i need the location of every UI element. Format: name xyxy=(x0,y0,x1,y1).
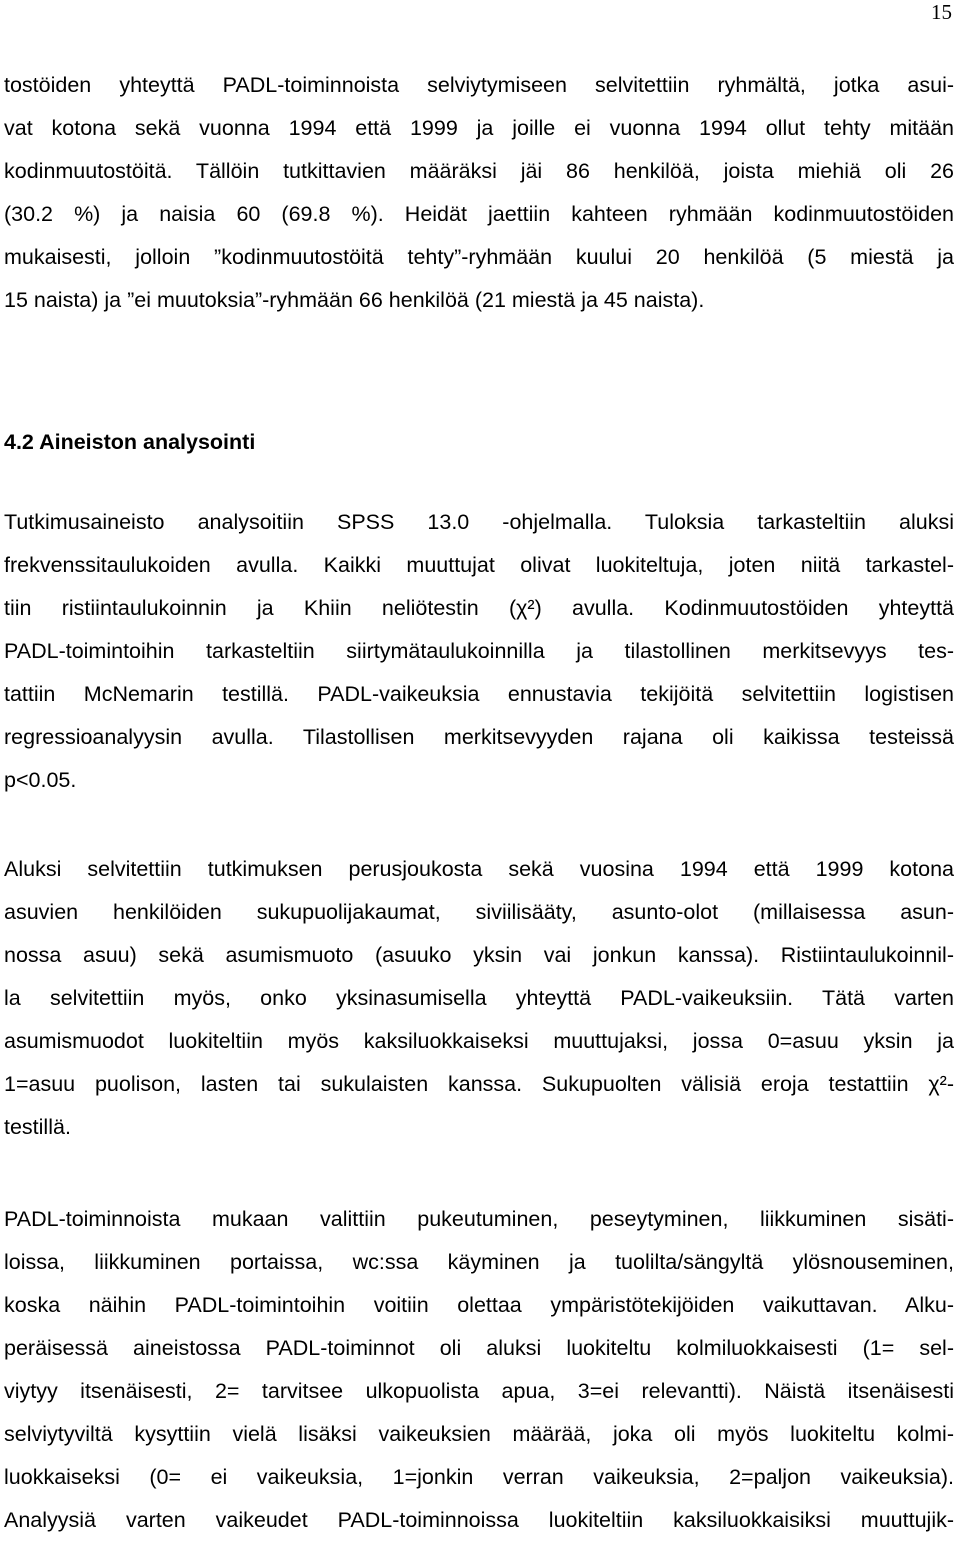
text-line: 1=asuu puolison, lasten tai sukulaisten kanssa. Sukupuolten välisiä eroja testattiin χ²- xyxy=(4,1072,954,1096)
text-line: asumismuodot luokiteltiin myös kaksiluokkaiseksi muuttujaksi, jossa 0=asuu yksin ja xyxy=(4,1029,954,1053)
text-line: la selvitettiin myös, onko yksinasumisella yhteyttä PADL-vaikeuksiin. Tätä varten xyxy=(4,986,954,1010)
text-line: asuvien henkilöiden sukupuolijakaumat, siviilisääty, asunto-olot (millaisessa asun- xyxy=(4,900,954,924)
text-line: Aluksi selvitettiin tutkimuksen perusjoukosta sekä vuosina 1994 että 1999 kotona xyxy=(4,857,954,881)
text-line: koska näihin PADL-toimintoihin voitiin olettaa ympäristötekijöiden vaikuttavan. Alku- xyxy=(4,1293,954,1317)
text-line: tattiin McNemarin testillä. PADL-vaikeuksia ennustavia tekijöitä selvitettiin logistisen xyxy=(4,682,954,706)
text-line: PADL-toiminnoista mukaan valittiin pukeutuminen, peseytyminen, liikkuminen sisäti- xyxy=(4,1207,954,1231)
section-heading: 4.2 Aineiston analysointi xyxy=(4,430,256,454)
text-line: viytyy itsenäisesti, 2= tarvitsee ulkopuolista apua, 3=ei relevantti). Näistä itsenäisesti xyxy=(4,1379,954,1403)
text-line: PADL-toimintoihin tarkasteltiin siirtymätaulukoinnilla ja tilastollinen merkitsevyys tes- xyxy=(4,639,954,663)
text-line: nossa asuu) sekä asumismuoto (asuuko yksin vai jonkun kanssa). Ristiintaulukoinnil- xyxy=(4,943,954,967)
page-number: 15 xyxy=(931,0,952,24)
text-line: p<0.05. xyxy=(4,768,77,792)
text-line: testillä. xyxy=(4,1115,71,1139)
text-line: loissa, liikkuminen portaissa, wc:ssa käyminen ja tuolilta/sängyltä ylösnouseminen, xyxy=(4,1250,954,1274)
text-line: tiin ristiintaulukoinnin ja Khiin neliötestin (χ²) avulla. Kodinmuutostöiden yhteyttä xyxy=(4,596,954,620)
text-line: tostöiden yhteyttä PADL-toiminnoista selviytymiseen selvitettiin ryhmältä, jotka asui- xyxy=(4,73,954,97)
text-line: regressioanalyysin avulla. Tilastollisen merkitsevyyden rajana oli kaikissa testeissä xyxy=(4,725,954,749)
text-line: selviytyviltä kysyttiin vielä lisäksi vaikeuksien määrää, joka oli myös luokiteltu kolmi- xyxy=(4,1422,954,1446)
text-line: frekvenssitaulukoiden avulla. Kaikki muuttujat olivat luokiteltuja, joten niitä tarkastel- xyxy=(4,553,954,577)
text-line: Tutkimusaineisto analysoitiin SPSS 13.0 -ohjelmalla. Tuloksia tarkasteltiin aluksi xyxy=(4,510,954,534)
text-line: kodinmuutostöitä. Tällöin tutkittavien määräksi jäi 86 henkilöä, joista miehiä oli 26 xyxy=(4,159,954,183)
text-line: mukaisesti, jolloin ”kodinmuutostöitä tehty”-ryhmään kuului 20 henkilöä (5 miestä ja xyxy=(4,245,954,269)
text-line: (30.2 %) ja naisia 60 (69.8 %). Heidät jaettiin kahteen ryhmään kodinmuutostöiden xyxy=(4,202,954,226)
text-line: Analyysiä varten vaikeudet PADL-toiminnoissa luokiteltiin kaksiluokkaisiksi muuttujik- xyxy=(4,1508,954,1532)
text-line: 15 naista) ja ”ei muutoksia”-ryhmään 66 henkilöä (21 miestä ja 45 naista). xyxy=(4,288,705,312)
text-line: vat kotona sekä vuonna 1994 että 1999 ja joille ei vuonna 1994 ollut tehty mitään xyxy=(4,116,954,140)
text-line: luokkaiseksi (0= ei vaikeuksia, 1=jonkin verran vaikeuksia, 2=paljon vaikeuksia). xyxy=(4,1465,954,1489)
text-line: peräisessä aineistossa PADL-toiminnot oli aluksi luokiteltu kolmiluokkaisesti (1= sel- xyxy=(4,1336,954,1360)
